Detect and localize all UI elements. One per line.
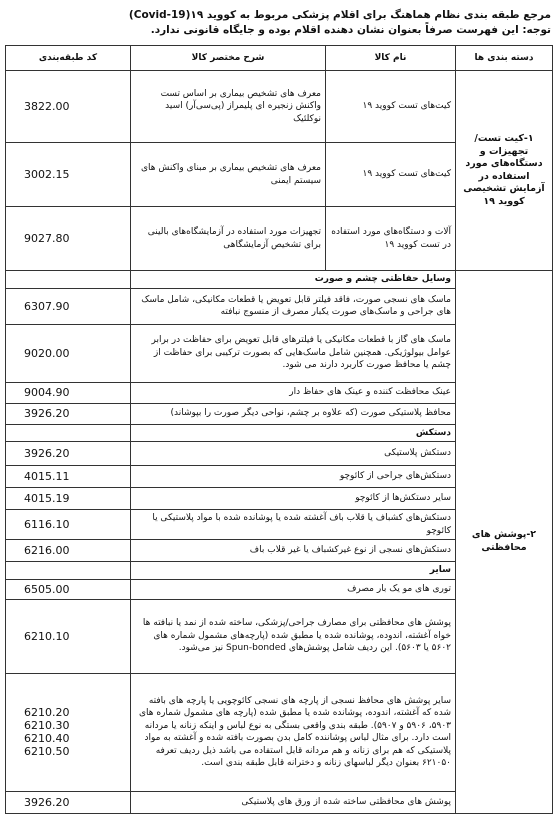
code-cell: 9004.90	[6, 382, 131, 403]
description-cell: دستکش‌های جراحی از کائوچو	[131, 466, 456, 488]
description-cell: ماسک های گاز با قطعات مکانیکی یا فیلترهای قابل تعویض برای حفاظت در برابر عوامل بیولوژیکی. همچنین شامل ماسک‌هایی که بصورت ترکیبی برای حفاظت از چشم یا محافظ صورت کاربرد دارند می شود.	[131, 324, 456, 382]
code-cell: 9020.00	[6, 324, 131, 382]
description-cell: عینک محافظت کننده و عینک های حفاظ دار	[131, 382, 456, 403]
category-cell: ۱-کیت تست/ تجهیزات و دستگاه‌های مورد استفاده در آزمایش تشخیصی کووید ۱۹	[456, 71, 553, 271]
header-description: شرح مختصر کالا	[131, 46, 326, 71]
description-cell: پوشش های محافظتی ساخته شده از ورق های پلاستیکی	[131, 791, 456, 813]
description-cell: دستکش‌های کشباف یا قلاب باف آغشته شده یا پوشانده شده با مواد پلاستیکی یا کائوچو	[131, 510, 456, 540]
code-cell: 6307.90	[6, 288, 131, 324]
description-cell: ماسک های نسجی صورت، فاقد فیلتر قابل تعویض یا قطعات مکانیکی، شامل ماسک های جراحی و ماسک‌های صورت یکبار مصرف از منسوج نبافته	[131, 288, 456, 324]
code-cell: 4015.11	[6, 466, 131, 488]
code-cell: 3822.00	[6, 71, 131, 143]
description-cell: پوشش های محافظتی برای مصارف جراحی/پزشکی، ساخته شده از نمد یا نبافته ها خواه آغشته، اندوده، پوشانده شده یا مطبق شده (پارچه‌های مشمول شماره های ۵۶۰۲ یا ۵۶۰۳). این ردیف شامل پوشش‌های Spun-bonded نیز می‌شود.	[131, 599, 456, 673]
description-cell: سایر دستکش‌ها از کائوچو	[131, 488, 456, 510]
code-cell	[6, 271, 131, 289]
subheading-row	[6, 271, 553, 289]
subheading-cell: سایر	[131, 562, 456, 580]
code-cell	[6, 424, 131, 442]
product-name-cell: آلات و دستگاه‌های مورد استفاده در تست کووید ۱۹	[326, 207, 456, 271]
header-code: کد طبقه‌بندی	[6, 46, 131, 71]
code-cell: 6505.00	[6, 579, 131, 599]
title-line-1: مرجع طبقه بندی نظام هماهنگ برای اقلام پزشکی مربوط به کووید ۱۹(Covid-19)	[128, 9, 551, 21]
header-category: دسته بندی ها	[456, 46, 553, 71]
header-product-name: نام کالا	[326, 46, 456, 71]
code-cell	[6, 562, 131, 580]
code-cell: 6216.00	[6, 540, 131, 562]
subheading-cell: وسایل حفاظتی چشم و صورت	[131, 271, 456, 289]
description-cell: معرف های تشخیص بیماری بر مبنای واکنش های سیستم ایمنی	[131, 143, 326, 207]
code-cell: 3926.20	[6, 442, 131, 466]
code-cell: 3926.20	[6, 791, 131, 813]
title-line-2: توجه: این فهرست صرفاً بعنوان نشان دهنده اقلام بوده و جایگاه قانونی ندارد.	[150, 24, 551, 36]
code-cell: 3926.20	[6, 403, 131, 424]
table-row	[6, 71, 553, 143]
classification-table	[5, 45, 553, 814]
category-cell: ۲-پوشش های محافظتی	[456, 271, 553, 814]
code-cell: 3002.15	[6, 143, 131, 207]
product-name-cell: کیت‌های تست کووید ۱۹	[326, 143, 456, 207]
table-header-row	[6, 46, 553, 71]
code-cell: 4015.19	[6, 488, 131, 510]
code-cell: 9027.80	[6, 207, 131, 271]
description-cell: سایر پوشش های محافظ نسجی از پارچه های نسجی کائوچویی یا پارچه های بافته شده که آغشته، اندوده، پوشانده شده یا مطبق شده (پارچه های مشمول شماره های ۵۹۰۳، ۵۹۰۶ و ۵۹۰۷). طبقه بندی واقعی بستگی به نوع لباس و اینکه زنانه یا مردانه است دارد. برای مثال لباس پوشاننده کامل بدن بصورت بافته شده و آغشته به مواد پلاستیکی که هم برای زنانه و هم مردانه قابل استفاده می باشد ذیل ردیف تعرفه ۶۲۱۰۵۰ بعنوان دیگر لباسهای زنانه و دخترانه قابل طبقه بندی است.	[131, 673, 456, 791]
code-cell: 6210.20 6210.30 6210.40 6210.50	[6, 673, 131, 791]
product-name-cell: کیت‌های تست کووید ۱۹	[326, 71, 456, 143]
description-cell: توری های مو یک بار مصرف	[131, 579, 456, 599]
description-cell: دستکش پلاستیکی	[131, 442, 456, 466]
code-cell: 6116.10	[6, 510, 131, 540]
description-cell: دستکش‌های نسجی از نوع غیرکشباف یا غیر قلاب باف	[131, 540, 456, 562]
subheading-cell: دستکش	[131, 424, 456, 442]
description-cell: معرف های تشخیص بیماری بر اساس تست واکنش زنجیره ای پلیمراز (پی‌سی‌آر) اسید نوکلئیک	[131, 71, 326, 143]
description-cell: تجهیزات مورد استفاده در آزمایشگاه‌های بالینی برای تشخیص آزمایشگاهی	[131, 207, 326, 271]
description-cell: محافظ پلاستیکی صورت (که علاوه بر چشم، نواحی دیگر صورت را بپوشاند)	[131, 403, 456, 424]
document-title	[6, 8, 551, 38]
code-cell: 6210.10	[6, 599, 131, 673]
